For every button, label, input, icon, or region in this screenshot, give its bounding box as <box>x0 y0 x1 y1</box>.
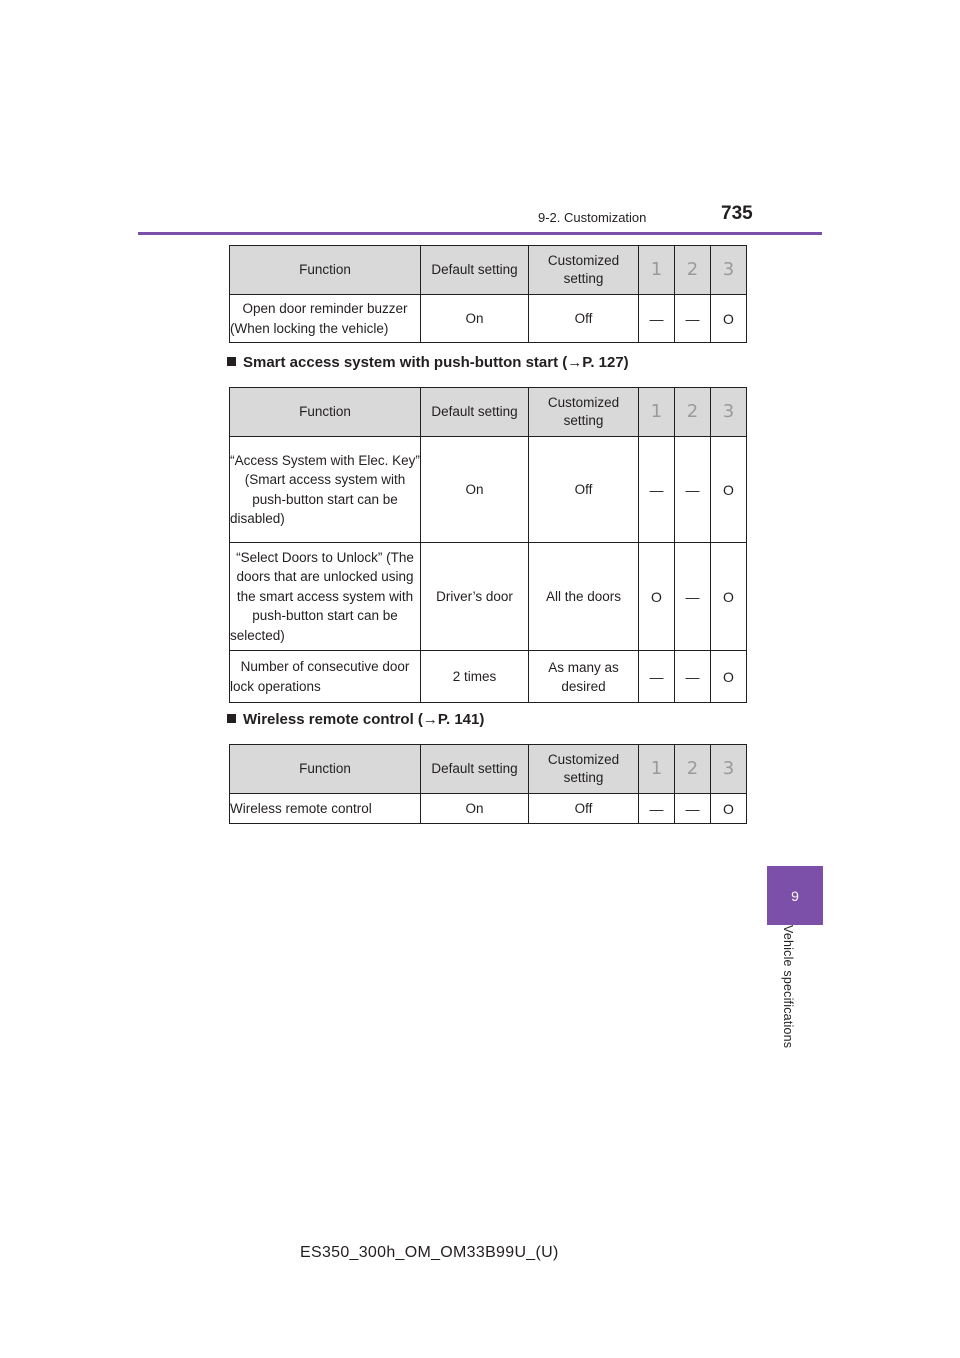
col-function: Function <box>230 388 421 437</box>
table-header-row <box>230 246 747 295</box>
col-customized-setting: Customized setting <box>529 745 639 794</box>
table-wireless-remote <box>229 744 747 824</box>
chapter-label-text: Vehicle specifications <box>781 925 795 1049</box>
mark-2: — <box>675 437 711 543</box>
col-2: 2 <box>675 388 711 437</box>
col-customized-setting: Customized setting <box>529 246 639 295</box>
header-rule <box>138 232 822 235</box>
mark-3: O <box>711 295 747 343</box>
chapter-number: 9 <box>791 887 799 904</box>
bullet-square-icon <box>227 357 236 366</box>
default-cell: On <box>421 794 529 824</box>
section-title: 9-2. Customization <box>538 210 647 225</box>
customized-cell: Off <box>529 437 639 543</box>
table-row <box>230 437 747 543</box>
mark-1: — <box>639 651 675 703</box>
function-cell: Open door reminder buzzer (When locking the vehicle) <box>230 295 421 343</box>
table-header-row <box>230 388 747 437</box>
customized-cell: Off <box>529 295 639 343</box>
table-row <box>230 543 747 651</box>
default-cell: On <box>421 295 529 343</box>
bullet-square-icon <box>227 714 236 723</box>
col-default-setting: Default setting <box>421 246 529 295</box>
default-cell: On <box>421 437 529 543</box>
subheading-text: Wireless remote control (→P. 141) <box>243 711 485 728</box>
mark-2: — <box>675 651 711 703</box>
col-2: 2 <box>675 246 711 295</box>
default-cell: 2 times <box>421 651 529 703</box>
table-door-buzzer <box>229 245 747 343</box>
subheading-smart-access <box>227 354 629 371</box>
function-cell: “Select Doors to Unlock” (The doors that are unlocked using the smart access system with push-button start can be selected) <box>230 543 421 651</box>
col-default-setting: Default setting <box>421 388 529 437</box>
col-function: Function <box>230 745 421 794</box>
document-code: ES350_300h_OM_OM33B99U_(U) <box>300 1244 559 1261</box>
function-cell: Wireless remote control <box>230 794 421 824</box>
table-header-row <box>230 745 747 794</box>
customized-cell: As many as desired <box>529 651 639 703</box>
table-smart-access <box>229 387 747 703</box>
default-cell: Driver’s door <box>421 543 529 651</box>
mark-3: O <box>711 543 747 651</box>
mark-3: O <box>711 794 747 824</box>
col-1: 1 <box>639 388 675 437</box>
mark-1: — <box>639 437 675 543</box>
col-1: 1 <box>639 246 675 295</box>
function-cell: Number of consecutive door lock operations <box>230 651 421 703</box>
col-3: 3 <box>711 388 747 437</box>
mark-1: — <box>639 794 675 824</box>
col-2: 2 <box>675 745 711 794</box>
customized-cell: All the doors <box>529 543 639 651</box>
mark-3: O <box>711 651 747 703</box>
mark-2: — <box>675 794 711 824</box>
page-number: 735 <box>721 203 753 224</box>
col-1: 1 <box>639 745 675 794</box>
function-cell: “Access System with Elec. Key” (Smart access system with push-button start can be disabled) <box>230 437 421 543</box>
customized-cell: Off <box>529 794 639 824</box>
page-header <box>138 204 822 234</box>
mark-1: — <box>639 295 675 343</box>
col-function: Function <box>230 246 421 295</box>
mark-3: O <box>711 437 747 543</box>
col-default-setting: Default setting <box>421 745 529 794</box>
subheading-text: Smart access system with push-button start (→P. 127) <box>243 354 629 371</box>
mark-2: — <box>675 543 711 651</box>
table-row <box>230 794 747 824</box>
chapter-tab <box>767 866 823 925</box>
table-row <box>230 295 747 343</box>
table-row <box>230 651 747 703</box>
col-customized-setting: Customized setting <box>529 388 639 437</box>
col-3: 3 <box>711 246 747 295</box>
mark-1: O <box>639 543 675 651</box>
mark-2: — <box>675 295 711 343</box>
subheading-wireless-remote <box>227 711 484 728</box>
col-3: 3 <box>711 745 747 794</box>
